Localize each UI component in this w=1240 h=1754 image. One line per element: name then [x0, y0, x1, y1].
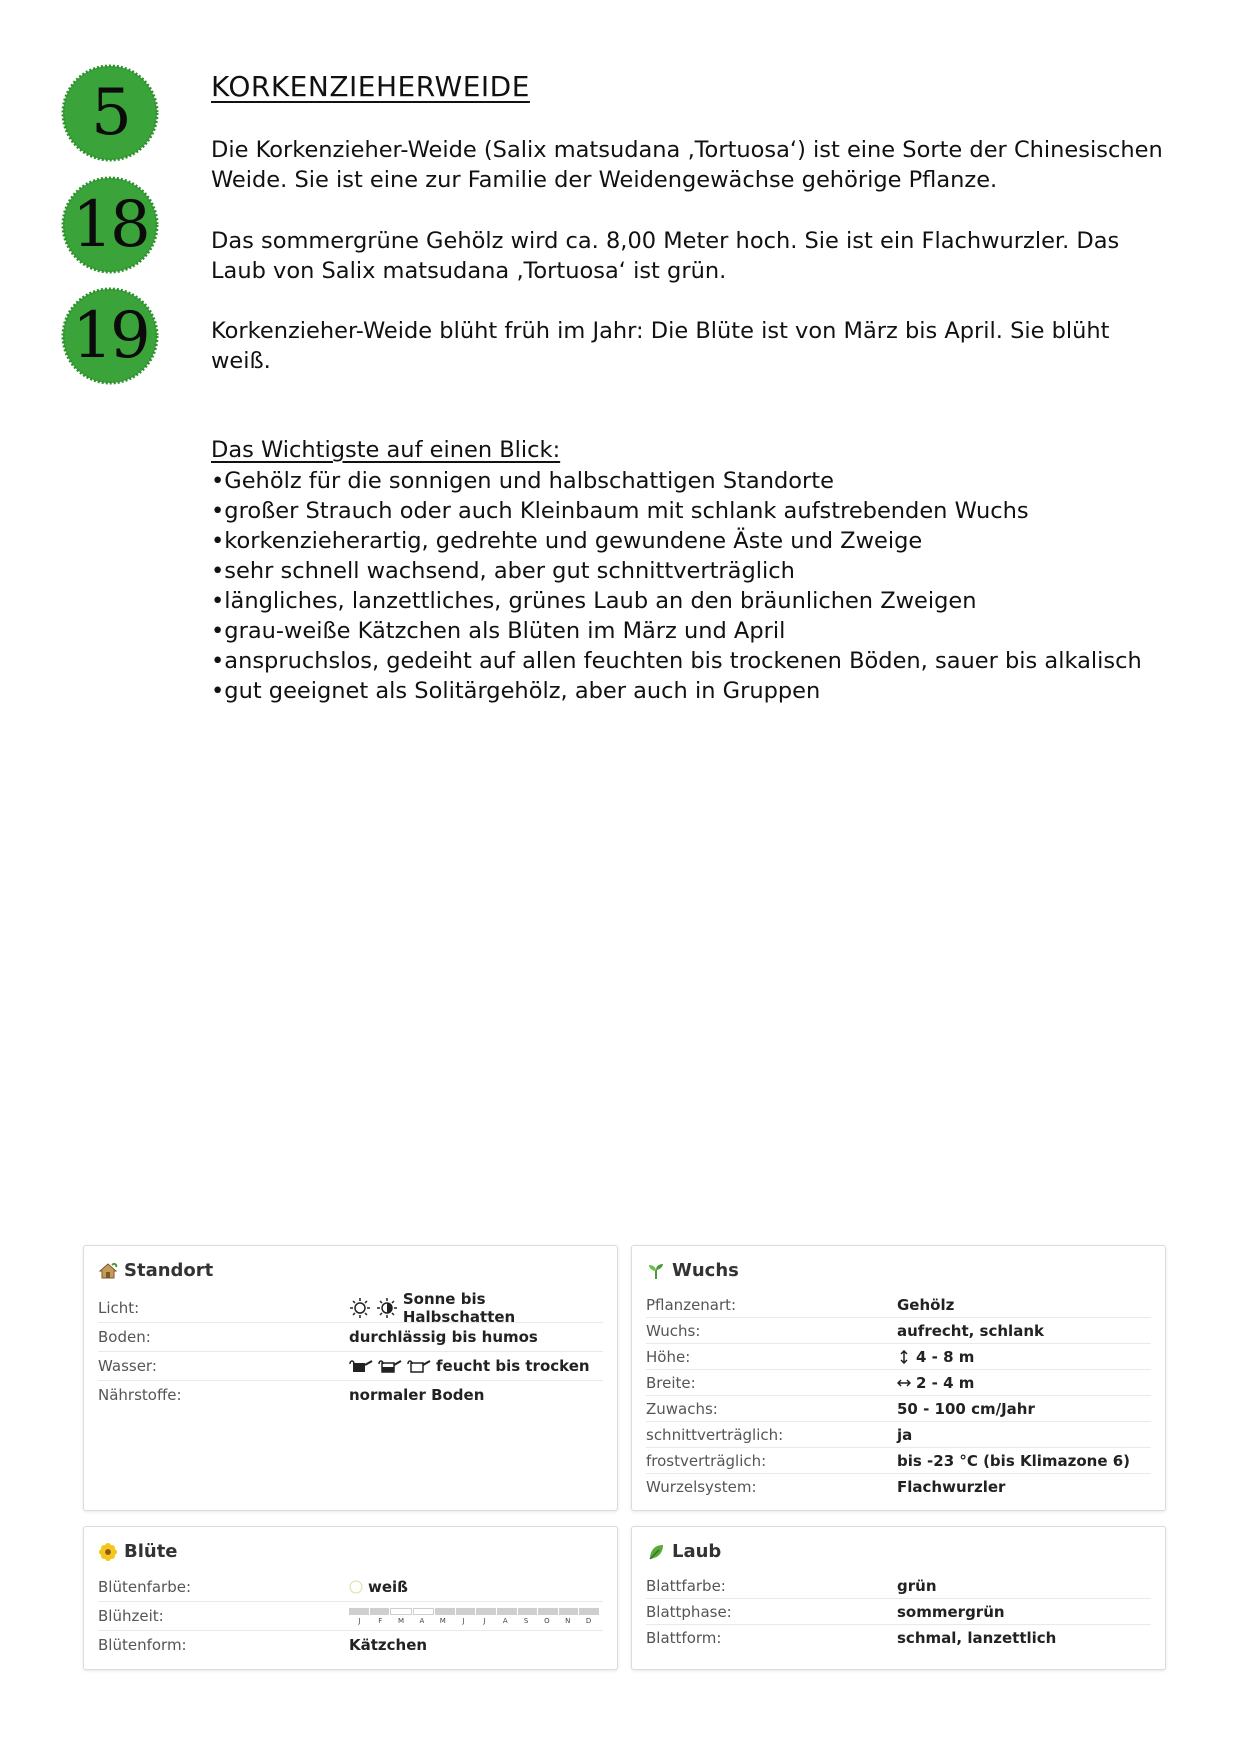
laub-card — [631, 1526, 1166, 1670]
row-label: Wuchs: — [646, 1321, 701, 1340]
month-segment — [559, 1608, 579, 1615]
bloom-paragraph: Korkenzieher-Weide blüht früh im Jahr: Die Blüte ist von März bis April. Sie blüht weiß. — [211, 318, 1110, 374]
bluetenform-row — [98, 1631, 603, 1659]
zuwachs-row — [646, 1396, 1151, 1422]
month-label: A — [419, 1616, 425, 1625]
house-icon — [98, 1261, 118, 1281]
row-value: 50 - 100 cm/Jahr — [897, 1399, 1035, 1418]
flower-icon — [98, 1542, 118, 1562]
blattphase-row — [646, 1599, 1151, 1625]
month-label: O — [544, 1616, 550, 1625]
sun-icon — [349, 1297, 371, 1319]
month-label: J — [483, 1616, 486, 1625]
month-segment — [370, 1608, 390, 1615]
bluetenfarbe-row — [98, 1573, 603, 1602]
standort-card — [83, 1245, 618, 1511]
laub-title: Laub — [672, 1541, 722, 1562]
standort-title: Standort — [124, 1260, 214, 1281]
pflanzenart-row — [646, 1292, 1151, 1318]
month-label: D — [585, 1616, 592, 1625]
boden-value: durchlässig bis humos — [349, 1328, 538, 1346]
row-value: aufrecht, schlank — [897, 1321, 1044, 1340]
row-label: Wurzelsystem: — [646, 1477, 757, 1496]
bluetenfarbe-value: weiß — [368, 1578, 408, 1596]
month-segment — [413, 1608, 435, 1615]
bloom-bar — [349, 1608, 599, 1615]
key-point: • korkenzieherartig, gedrehte und gewundene Äste und Zweige — [211, 526, 1142, 556]
row-label: Blattfarbe: — [646, 1576, 726, 1595]
row-label: Zuwachs: — [646, 1399, 718, 1418]
badge-number: 19 — [72, 299, 148, 373]
frost-row — [646, 1448, 1151, 1474]
month-label: M — [439, 1616, 446, 1625]
key-point: • Gehölz für die sonnigen und halbschattigen Standorte — [211, 466, 1142, 496]
month-label: M — [398, 1616, 405, 1625]
month-segment — [435, 1608, 455, 1615]
naehrstoffe-value: normaler Boden — [349, 1386, 485, 1404]
month-label: J — [358, 1616, 361, 1625]
month-segment — [497, 1608, 517, 1615]
wuchs-row — [646, 1318, 1151, 1344]
wasser-value: feucht bis trocken — [436, 1357, 590, 1375]
standort-heading — [98, 1260, 213, 1281]
bluete-heading — [98, 1541, 178, 1562]
licht-value: Sonne bis Halbschatten — [402, 1290, 516, 1326]
watering-can-empty-icon — [407, 1358, 431, 1374]
key-point: • großer Strauch oder auch Kleinbaum mit schlank aufstrebenden Wuchs — [211, 496, 1142, 526]
month-label: S — [523, 1616, 529, 1625]
wasser-row — [98, 1352, 603, 1381]
row-value: ja — [897, 1425, 913, 1444]
description-paragraph: Das sommergrüne Gehölz wird ca. 8,00 Meter hoch. Sie ist ein Flachwurzler. Das Laub von Salix matsudana ‚Tortuosa‘ ist grün. — [211, 228, 1120, 284]
wuchs-title: Wuchs — [672, 1260, 739, 1281]
hoehe-row — [646, 1344, 1151, 1370]
row-value: Gehölz — [897, 1295, 955, 1314]
watering-can-half-icon — [378, 1358, 402, 1374]
key-point: • gut geeignet als Solitärgehölz, aber auch in Gruppen — [211, 676, 1142, 706]
row-value: 2 - 4 m — [916, 1373, 975, 1392]
number-badge-3 — [61, 287, 159, 385]
row-label: Höhe: — [646, 1347, 691, 1366]
watering-can-full-icon — [349, 1358, 373, 1374]
month-segment — [579, 1608, 599, 1615]
month-label: N — [565, 1616, 571, 1625]
page-title: KORKENZIEHERWEIDE — [211, 70, 530, 103]
row-label: Blühzeit: — [98, 1607, 164, 1625]
half-shade-icon — [376, 1297, 398, 1319]
row-value: schmal, lanzettlich — [897, 1628, 1057, 1647]
key-point: • sehr schnell wachsend, aber gut schnittverträglich — [211, 556, 1142, 586]
month-segment — [390, 1608, 412, 1615]
row-label: Breite: — [646, 1373, 696, 1392]
month-label: F — [378, 1616, 383, 1625]
month-segment — [518, 1608, 538, 1615]
key-point: • längliches, lanzettliches, grünes Laub an den bräunlichen Zweigen — [211, 586, 1142, 616]
sprout-icon — [646, 1261, 666, 1281]
boden-row — [98, 1323, 603, 1352]
row-label: frostverträglich: — [646, 1451, 767, 1470]
leaf-icon — [646, 1542, 666, 1562]
row-label: Licht: — [98, 1299, 140, 1317]
row-label: Boden: — [98, 1328, 151, 1346]
month-segment — [349, 1608, 369, 1615]
bluete-title: Blüte — [124, 1541, 178, 1562]
month-label: J — [462, 1616, 465, 1625]
row-value: bis -23 °C (bis Klimazone 6) — [897, 1451, 1131, 1470]
month-segment — [456, 1608, 476, 1615]
row-label: Blattphase: — [646, 1602, 732, 1621]
breite-row — [646, 1370, 1151, 1396]
number-badge-1 — [61, 64, 159, 162]
key-point: • grau-weiße Kätzchen als Blüten im März und April — [211, 616, 1142, 646]
bloom-calendar — [349, 1608, 599, 1625]
wuchs-card — [631, 1245, 1166, 1511]
wurzel-row — [646, 1474, 1151, 1499]
month-label: A — [502, 1616, 508, 1625]
intro-paragraph: Die Korkenzieher-Weide (Salix matsudana ‚Tortuosa‘) ist eine Sorte der Chinesischen Weide. Sie ist eine zur Familie der Weidengewächse gehörige Pflanze. — [211, 137, 1163, 193]
row-value: Flachwurzler — [897, 1477, 1006, 1496]
number-badge-2 — [61, 176, 159, 274]
row-label: Wasser: — [98, 1357, 157, 1375]
blattfarbe-row — [646, 1573, 1151, 1599]
naehrstoffe-row — [98, 1381, 603, 1409]
wuchs-heading — [646, 1260, 739, 1281]
month-labels — [349, 1617, 599, 1625]
bluete-card — [83, 1526, 618, 1670]
laub-heading — [646, 1541, 721, 1562]
row-value: sommergrün — [897, 1602, 1005, 1621]
row-label: Blattform: — [646, 1628, 722, 1647]
badge-number: 5 — [91, 76, 129, 150]
row-value: 4 - 8 m — [916, 1347, 975, 1366]
row-label: Blütenform: — [98, 1636, 187, 1654]
month-segment — [476, 1608, 496, 1615]
blattform-row — [646, 1625, 1151, 1650]
width-arrow-icon — [897, 1376, 911, 1390]
bluetenform-value: Kätzchen — [349, 1636, 428, 1654]
height-arrow-icon — [897, 1350, 911, 1364]
schnitt-row — [646, 1422, 1151, 1448]
key-point: • anspruchslos, gedeiht auf allen feuchten bis trockenen Böden, sauer bis alkalisch — [211, 646, 1142, 676]
badge-number: 18 — [72, 188, 148, 262]
row-label: Nährstoffe: — [98, 1386, 182, 1404]
color-swatch-icon — [349, 1580, 363, 1594]
bluehzeit-row — [98, 1602, 603, 1631]
month-segment — [538, 1608, 558, 1615]
row-value: grün — [897, 1576, 937, 1595]
licht-row — [98, 1290, 603, 1326]
row-label: Pflanzenart: — [646, 1295, 737, 1314]
row-label: schnittverträglich: — [646, 1425, 784, 1444]
row-label: Blütenfarbe: — [98, 1578, 192, 1596]
key-points-list — [211, 466, 1142, 706]
key-points-heading: Das Wichtigste auf einen Blick: — [211, 437, 561, 463]
